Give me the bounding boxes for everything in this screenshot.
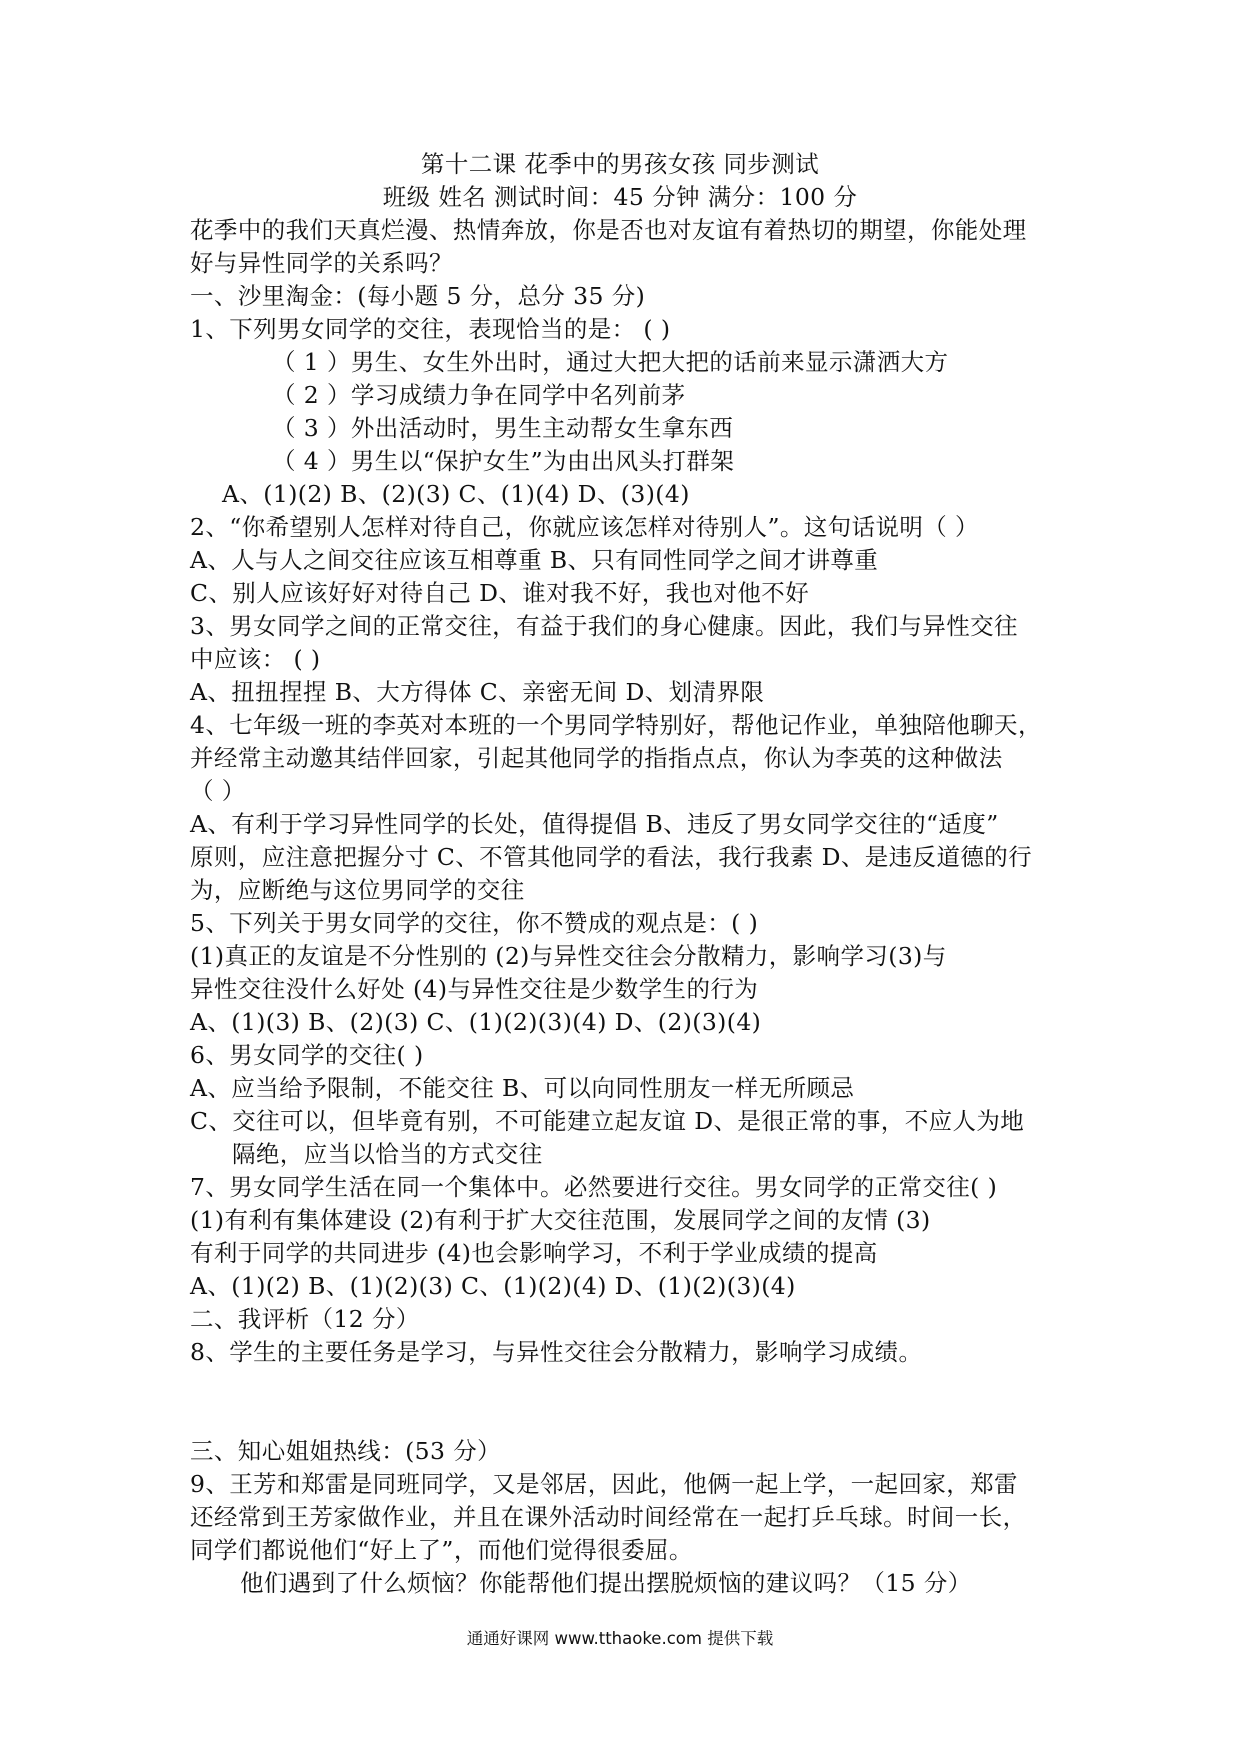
question-1-stem: 1、下列男女同学的交往，表现恰当的是： ( ) (190, 315, 671, 343)
question-8-stem: 8、学生的主要任务是学习，与异性交往会分散精力，影响学习成绩。 (190, 1338, 923, 1366)
question-4-line-1: 4、七年级一班的李英对本班的一个男同学特别好，帮他记作业，单独陪他聊天， (190, 711, 1042, 739)
question-2-options-cd: C、别人应该好好对待自己 D、谁对我不好，我也对他不好 (190, 579, 810, 607)
question-1-item-3: （ 3 ）外出活动时，男生主动帮女生拿东西 (272, 414, 734, 442)
question-3-options: A、扭扭捏捏 B、大方得体 C、亲密无间 D、划清界限 (190, 678, 765, 706)
question-1-item-1: （ 1 ）男生、女生外出时，通过大把大把的话前来显示潇洒大方 (272, 348, 949, 376)
question-9-line-1: 9、王芳和郑雷是同班同学，又是邻居，因此，他俩一起上学，一起回家，郑雷 (190, 1470, 1018, 1498)
question-4-line-6: 为，应断绝与这位男同学的交往 (190, 876, 525, 904)
footer-download-note: 通通好课网 www.tthaoke.com 提供下载 (466, 1629, 774, 1648)
question-4-line-5: 原则，应注意把握分寸 C、不管其他同学的看法，我行我素 D、是违反道德的行 (190, 843, 1033, 871)
question-6-continuation: 隔绝，应当以恰当的方式交往 (232, 1140, 543, 1168)
question-9-prompt: 他们遇到了什么烦恼？你能帮他们提出摆脱烦恼的建议吗？（15 分） (240, 1569, 972, 1597)
question-4-line-4: A、有利于学习异性同学的长处，值得提倡 B、违反了男女同学交往的“适度” (190, 810, 999, 838)
question-6-stem: 6、男女同学的交往( ) (190, 1041, 424, 1069)
question-2-options-ab: A、人与人之间交往应该互相尊重 B、只有同性同学之间才讲尊重 (190, 546, 879, 574)
exam-info-line: 班级 姓名 测试时间：45 分钟 满分：100 分 (382, 183, 858, 211)
question-5-stem: 5、下列关于男女同学的交往，你不赞成的观点是：( ) (190, 909, 759, 937)
question-1-item-2: （ 2 ）学习成绩力争在同学中名列前茅 (272, 381, 686, 409)
page-title: 第十二课 花季中的男孩女孩 同步测试 (420, 150, 820, 178)
section-heading-3: 三、知心姐姐热线：(53 分） (190, 1437, 502, 1465)
section-heading-2: 二、我评析（12 分） (190, 1305, 420, 1333)
question-6-options-ab: A、应当给予限制，不能交往 B、可以向同性朋友一样无所顾忌 (190, 1074, 855, 1102)
question-9-line-2: 还经常到王芳家做作业，并且在课外活动时间经常在一起打乒乓球。时间一长， (190, 1503, 1027, 1531)
question-2-stem: 2、“你希望别人怎样对待自己，你就应该怎样对待别人”。这句话说明（ ） (190, 513, 979, 541)
question-3-stem-1: 3、男女同学之间的正常交往，有益于我们的身心健康。因此，我们与异性交往 (190, 612, 1018, 640)
question-7-options: A、(1)(2) B、(1)(2)(3) C、(1)(2)(4) D、(1)(2)(3)(4) (190, 1272, 796, 1300)
question-6-options-cd: C、交往可以，但毕竟有别，不可能建立起友谊 D、是很正常的事，不应人为地 (190, 1107, 1025, 1135)
intro-line-1: 花季中的我们天真烂漫、热情奔放，你是否也对友谊有着热切的期望，你能处理 (190, 216, 1027, 244)
question-4-line-2: 并经常主动邀其结伴回家，引起其他同学的指指点点，你认为李英的这种做法 (190, 744, 1003, 772)
question-5-line-3: 异性交往没什么好处 (4)与异性交往是少数学生的行为 (190, 975, 759, 1003)
question-9-line-3: 同学们都说他们“好上了”，而他们觉得很委屈。 (190, 1536, 693, 1564)
question-4-line-3: （ ） (190, 777, 246, 805)
question-1-item-4: （ 4 ）男生以“保护女生”为由出风头打群架 (272, 447, 735, 475)
question-1-options: A、(1)(2) B、(2)(3) C、(1)(4) D、(3)(4) (222, 480, 690, 508)
section-heading-1: 一、沙里淘金：(每小题 5 分，总分 35 分) (190, 282, 646, 310)
question-7-stem: 7、男女同学生活在同一个集体中。必然要进行交往。男女同学的正常交往( ) (190, 1173, 998, 1201)
question-3-stem-2: 中应该： ( ) (190, 645, 321, 673)
question-5-options: A、(1)(3) B、(2)(3) C、(1)(2)(3)(4) D、(2)(3)(4) (190, 1008, 762, 1036)
intro-line-2: 好与异性同学的关系吗？ (190, 249, 453, 277)
question-5-line-2: (1)真正的友谊是不分性别的 (2)与异性交往会分散精力，影响学习(3)与 (190, 942, 947, 970)
question-7-line-2: (1)有利有集体建设 (2)有利于扩大交往范围，发展同学之间的友情 (3) (190, 1206, 931, 1234)
question-7-line-3: 有利于同学的共同进步 (4)也会影响学习，不利于学业成绩的提高 (190, 1239, 878, 1267)
